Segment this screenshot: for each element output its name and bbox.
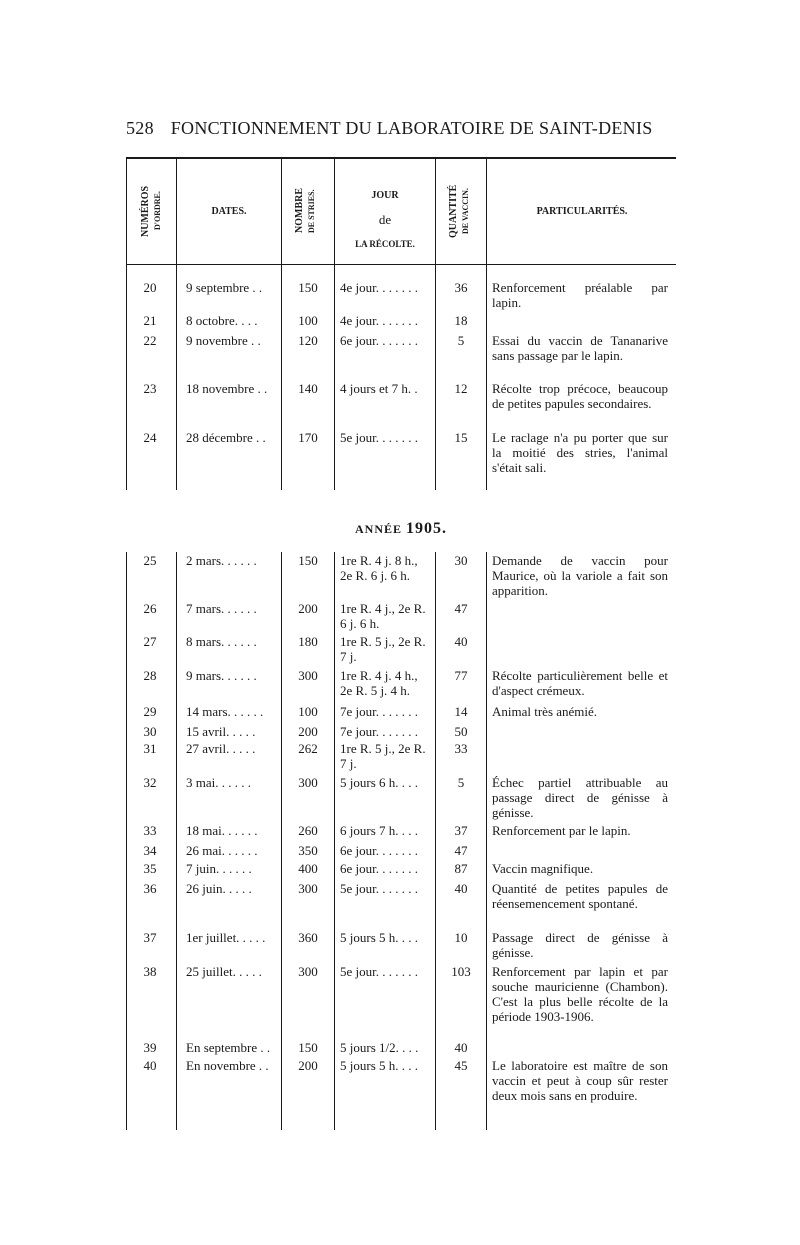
row-stries: 140 (298, 381, 318, 396)
row-particularites: Récolte trop précoce, beaucoup de petites papules secondaires. (492, 381, 668, 411)
row-number: 38 (143, 964, 157, 979)
header-jour-line3: LA RÉCOLTE. (355, 239, 415, 249)
row-quantite: 40 (454, 1040, 468, 1055)
row-quantite: 77 (454, 668, 468, 683)
header-quantite-line1: QUANTITÉ (448, 184, 459, 238)
row-date: 18 novembre . . (186, 381, 268, 396)
row-number: 21 (143, 313, 157, 328)
row-jour: 5e jour. . . . . . . (340, 964, 418, 979)
row-number: 31 (143, 741, 157, 756)
col-rule-3 (334, 157, 335, 490)
row-stries: 150 (298, 553, 318, 568)
row-jour: 6e jour. . . . . . . (340, 861, 418, 876)
row-stries: 150 (298, 280, 318, 295)
row-quantite: 33 (454, 741, 468, 756)
row-jour: 7e jour. . . . . . . (340, 704, 418, 719)
row-stries: 120 (298, 333, 318, 348)
header-numeros-line1: NUMÉROS (140, 185, 151, 237)
row-quantite: 50 (454, 724, 468, 739)
row-date: En novembre . . (186, 1058, 269, 1073)
row-jour: 5 jours 1/2. . . . (340, 1040, 419, 1055)
header-numeros-line2: D'ORDRE. (153, 191, 162, 231)
row-date: 9 septembre . . (186, 280, 263, 295)
header-numeros (140, 172, 166, 250)
row-stries: 300 (298, 881, 318, 896)
row-number: 26 (143, 601, 157, 616)
row-date: 9 mars. . . . . . (186, 668, 257, 683)
row-number: 40 (143, 1058, 157, 1073)
header-bottom-rule (126, 264, 676, 265)
running-title: FONCTIONNEMENT DU LABORATOIRE DE SAINT-DENIS (170, 118, 653, 138)
row-jour: 1re R. 4 j., 2e R. 6 j. 6 h. (340, 601, 426, 631)
row-number: 35 (143, 861, 157, 876)
row-quantite: 47 (454, 601, 468, 616)
header-jour-line2: de (378, 212, 392, 227)
row-number: 39 (143, 1040, 157, 1055)
row-stries: 360 (298, 930, 318, 945)
row-jour: 1re R. 5 j., 2e R. 7 j. (340, 741, 426, 771)
row-jour: 6 jours 7 h. . . . (340, 823, 418, 838)
row-date: En septembre . . (186, 1040, 271, 1055)
row-jour: 5 jours 5 h. . . . (340, 1058, 418, 1073)
row-quantite: 45 (454, 1058, 468, 1073)
header-nombre-line2: DE STRIES. (307, 189, 316, 233)
row-number: 30 (143, 724, 157, 739)
row-particularites: Passage direct de génisse à génisse. (492, 930, 668, 960)
row-number: 24 (143, 430, 157, 445)
row-quantite: 10 (454, 930, 468, 945)
row-quantite: 15 (454, 430, 468, 445)
col-rule-1 (176, 157, 177, 490)
row-stries: 400 (298, 861, 318, 876)
row-particularites: Vaccin magnifique. (492, 861, 594, 876)
row-date: 7 mars. . . . . . (186, 601, 257, 616)
row-stries: 260 (298, 823, 318, 838)
row-number: 32 (143, 775, 157, 790)
row-number: 25 (143, 553, 157, 568)
row-jour: 1re R. 4 j. 8 h., 2e R. 6 j. 6 h. (340, 553, 418, 583)
row-particularites: Animal très anémié. (492, 704, 598, 719)
row-stries: 180 (298, 634, 318, 649)
row-stries: 200 (298, 1058, 318, 1073)
row-quantite: 5 (457, 775, 465, 790)
row-number: 34 (143, 843, 157, 858)
header-nombre (294, 172, 320, 250)
row-quantite: 37 (454, 823, 468, 838)
header-jour-line1: JOUR (371, 190, 399, 201)
row-stries: 100 (298, 313, 318, 328)
year-heading-prefix: ANNÉE (354, 522, 402, 536)
row-jour: 4e jour. . . . . . . (340, 280, 418, 295)
row-date: 15 avril. . . . . (186, 724, 256, 739)
page-number: 528 (126, 118, 154, 138)
row-date: 1er juillet. . . . . (186, 930, 266, 945)
header-jour (336, 184, 434, 256)
row-jour: 5e jour. . . . . . . (340, 881, 418, 896)
row-stries: 262 (298, 741, 318, 756)
row-stries: 300 (298, 775, 318, 790)
row-date: 14 mars. . . . . . (186, 704, 264, 719)
row-date: 26 juin. . . . . (186, 881, 252, 896)
row-quantite: 14 (454, 704, 468, 719)
row-number: 27 (143, 634, 157, 649)
row-stries: 100 (298, 704, 318, 719)
row-quantite: 40 (454, 634, 468, 649)
running-head (126, 118, 676, 139)
row-stries: 200 (298, 724, 318, 739)
header-quantite-line2: DE VACCIN. (461, 188, 470, 234)
row-date: 9 novembre . . (186, 333, 261, 348)
row-date: 25 juillet. . . . . (186, 964, 262, 979)
header-particularites: PARTICULARITÉS. (536, 206, 628, 217)
row-quantite: 30 (454, 553, 468, 568)
year-heading-year: 1905. (406, 520, 447, 537)
row-jour: 5e jour. . . . . . . (340, 430, 418, 445)
row-number: 29 (143, 704, 157, 719)
row-number: 28 (143, 668, 157, 683)
row-particularites: Quantité de petites papules de réensemencement spontané. (492, 881, 668, 911)
row-date: 2 mars. . . . . . (186, 553, 257, 568)
row-particularites: Renforcement par lapin et par souche mauricienne (Chambon). C'est la plus belle récolte de la période 1903-1906. (492, 964, 668, 1024)
row-date: 27 avril. . . . . (186, 741, 256, 756)
row-stries: 300 (298, 964, 318, 979)
row-date: 3 mai. . . . . . (186, 775, 251, 790)
col-rule-3-b (334, 552, 335, 1130)
row-jour: 7e jour. . . . . . . (340, 724, 418, 739)
row-particularites: Échec partiel attribuable au passage direct de génisse à génisse. (492, 775, 668, 820)
row-stries: 350 (298, 843, 318, 858)
header-dates: DATES. (211, 206, 247, 217)
row-quantite: 5 (457, 333, 465, 348)
col-rule-4-b (435, 552, 436, 1130)
row-particularites: Le laboratoire est maître de son vaccin et peut à coup sûr rester deux mois sans en produire. (492, 1058, 668, 1103)
row-number: 37 (143, 930, 157, 945)
row-stries: 300 (298, 668, 318, 683)
row-quantite: 87 (454, 861, 468, 876)
col-rule-5 (486, 157, 487, 490)
row-quantite: 18 (454, 313, 468, 328)
row-jour: 6e jour. . . . . . . (340, 333, 418, 348)
row-date: 7 juin. . . . . . (186, 861, 252, 876)
row-date: 8 mars. . . . . . (186, 634, 257, 649)
row-particularites: Demande de vaccin pour Maurice, où la variole a fait son apparition. (492, 553, 668, 598)
header-quantite (448, 172, 474, 250)
row-particularites: Renforcement préalable par lapin. (492, 280, 668, 310)
row-stries: 170 (298, 430, 318, 445)
row-quantite: 12 (454, 381, 468, 396)
row-jour: 6e jour. . . . . . . (340, 843, 418, 858)
row-quantite: 103 (451, 964, 471, 979)
row-jour: 1re R. 5 j., 2e R. 7 j. (340, 634, 426, 664)
row-date: 8 octobre. . . . (186, 313, 258, 328)
row-number: 36 (143, 881, 157, 896)
year-heading (126, 520, 676, 538)
row-number: 23 (143, 381, 157, 396)
table-top-rule (126, 157, 676, 159)
row-date: 18 mai. . . . . . (186, 823, 258, 838)
row-number: 33 (143, 823, 157, 838)
row-jour: 5 jours 5 h. . . . (340, 930, 418, 945)
col-rule-1-b (176, 552, 177, 1130)
col-rule-5-b (486, 552, 487, 1130)
col-rule-4 (435, 157, 436, 490)
row-number: 20 (143, 280, 157, 295)
header-nombre-line1: NOMBRE (294, 188, 305, 234)
row-jour: 1re R. 4 j. 4 h., 2e R. 5 j. 4 h. (340, 668, 418, 698)
row-jour: 5 jours 6 h. . . . (340, 775, 418, 790)
row-date: 26 mai. . . . . . (186, 843, 258, 858)
row-quantite: 36 (454, 280, 468, 295)
row-particularites: Le raclage n'a pu porter que sur la moitié des stries, l'animal s'était sali. (492, 430, 668, 475)
row-particularites: Récolte particulièrement belle et d'aspect crémeux. (492, 668, 668, 698)
row-stries: 200 (298, 601, 318, 616)
row-quantite: 47 (454, 843, 468, 858)
row-particularites: Renforcement par le lapin. (492, 823, 631, 838)
row-particularites: Essai du vaccin de Tananarive sans passage par le lapin. (492, 333, 668, 363)
row-jour: 4e jour. . . . . . . (340, 313, 418, 328)
row-stries: 150 (298, 1040, 318, 1055)
row-jour: 4 jours et 7 h. . (340, 381, 418, 396)
row-quantite: 40 (454, 881, 468, 896)
row-date: 28 décembre . . (186, 430, 266, 445)
row-number: 22 (143, 333, 157, 348)
